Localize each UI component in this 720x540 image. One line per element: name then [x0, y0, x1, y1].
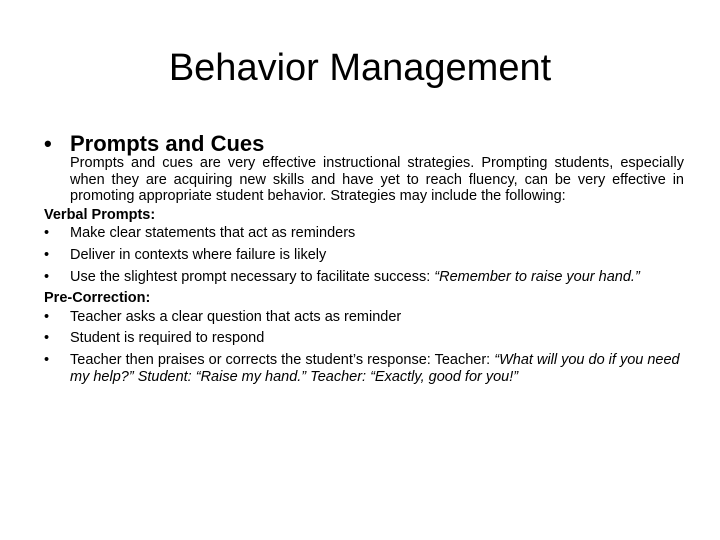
list-item-text: Make clear statements that act as reminders	[70, 225, 356, 242]
bullet-dot: •	[44, 225, 50, 242]
list-item-text: Deliver in contexts where failure is likely	[70, 246, 327, 263]
verbal-prompts-heading: Verbal Prompts:	[44, 206, 156, 223]
list-item-example: “What will you do if you need my help?” Student: “Raise my hand.” Teacher: “Exactly, good for you!”	[70, 351, 680, 385]
slide-body	[44, 155, 684, 390]
intro-paragraph: Prompts and cues are very effective instructional strategies. Prompting students, especially when they are acquiring new skills and have yet to reach fluency, can be very effective in promoting appropriate student behavior. Strategies may include the following:	[70, 155, 684, 205]
bullet-dot: •	[44, 351, 50, 368]
bullet-dot: •	[44, 268, 50, 285]
main-bullet	[44, 130, 264, 158]
main-bullet-label: Prompts and Cues	[70, 131, 265, 156]
list-item	[44, 225, 684, 242]
list-item	[44, 247, 684, 264]
list-item	[44, 330, 684, 347]
list-item-example: “Remember to raise your hand.”	[434, 268, 640, 285]
pre-correction-heading: Pre-Correction:	[44, 290, 151, 307]
list-item	[44, 352, 684, 385]
bullet-dot: •	[44, 308, 50, 325]
pre-correction-list	[44, 309, 684, 385]
list-item-text: Student is required to respond	[70, 330, 265, 347]
list-item-text: Teacher then praises or corrects the student’s response: Teacher:	[70, 351, 495, 368]
list-item-text: Teacher asks a clear question that acts as reminder	[70, 308, 402, 325]
list-item	[44, 269, 684, 286]
bullet-dot: •	[44, 131, 52, 156]
list-item-text: Use the slightest prompt necessary to facilitate success:	[70, 268, 435, 285]
slide-title: Behavior Management	[168, 47, 552, 89]
verbal-prompts-list	[44, 225, 684, 285]
bullet-dot: •	[44, 330, 50, 347]
list-item	[44, 309, 684, 326]
bullet-dot: •	[44, 246, 50, 263]
